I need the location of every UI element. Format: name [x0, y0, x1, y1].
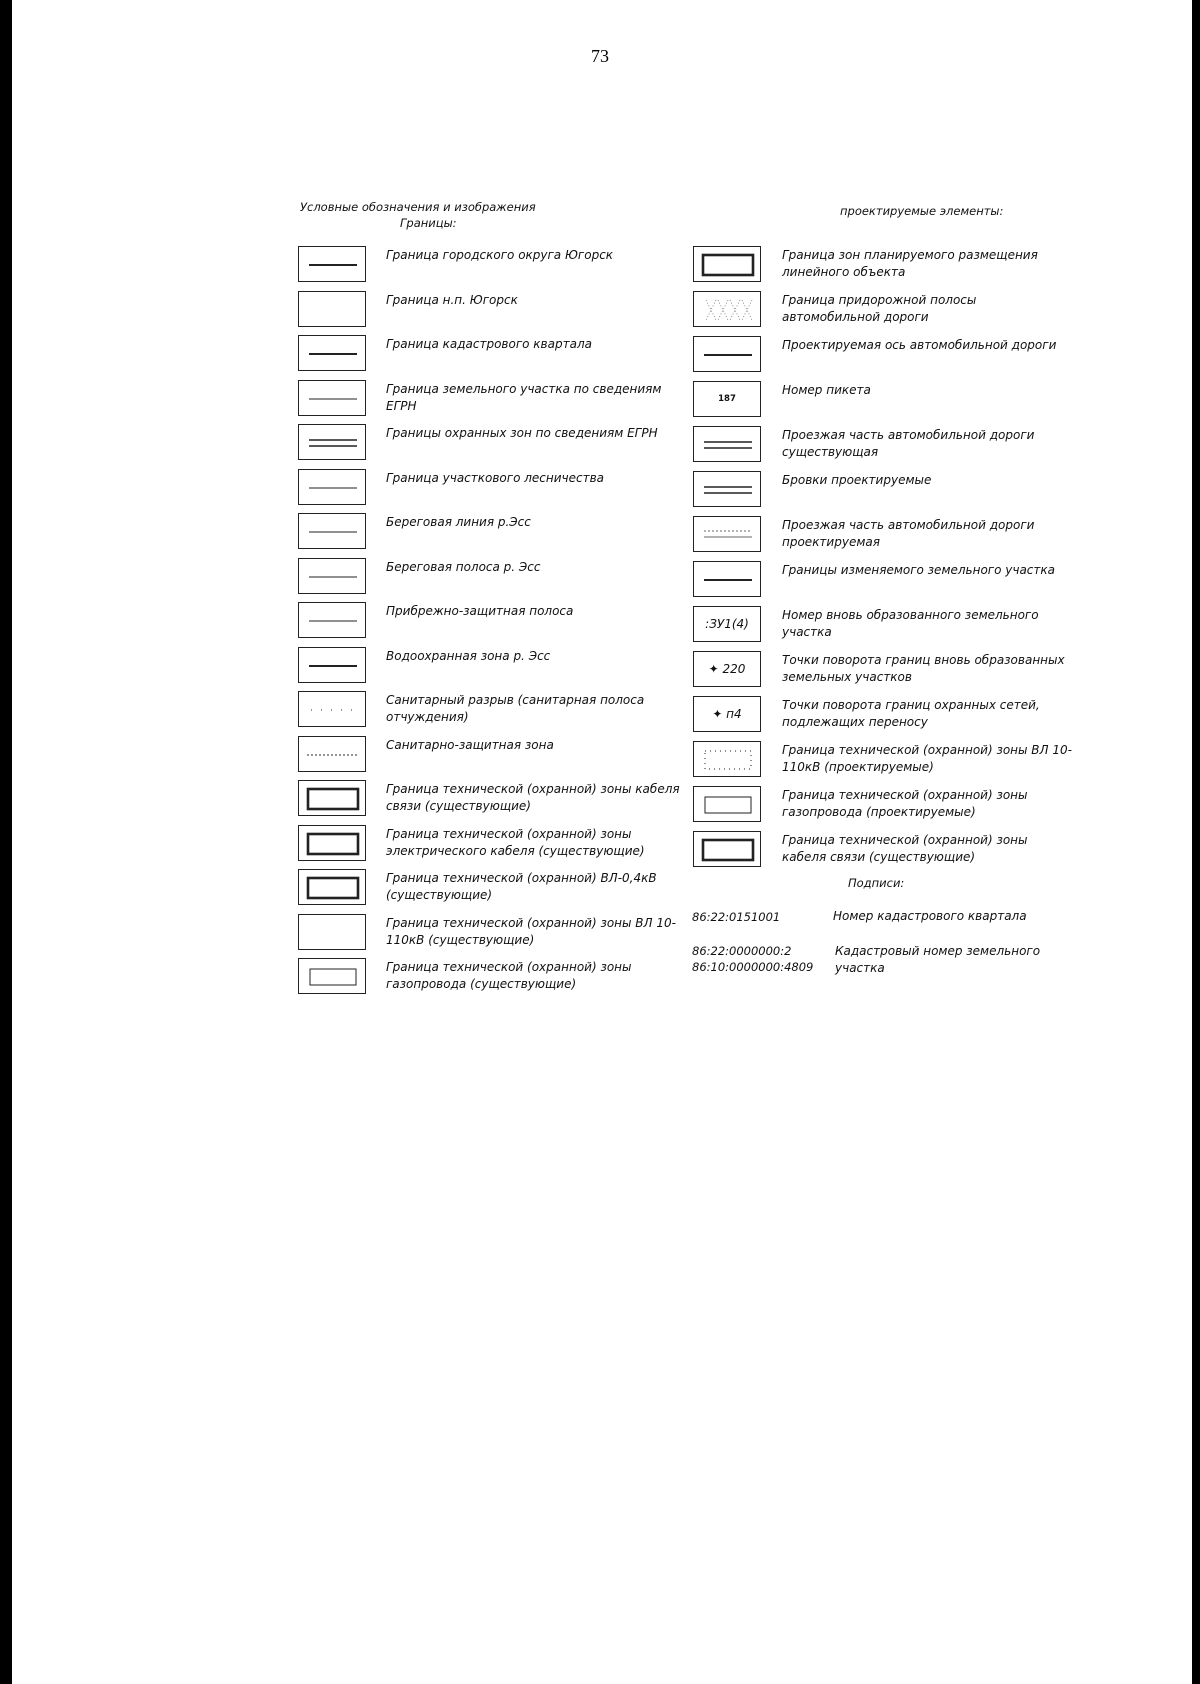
symbol-graphic [694, 517, 762, 553]
designed-elements-title: проектируемые элементы: [840, 204, 1004, 218]
legend-label: Граница зон планируемого размещения линейного объекта [782, 248, 1038, 279]
legend-symbol-solid-line [693, 336, 761, 372]
legend-symbol-solid-line [298, 246, 366, 282]
legend-label: Граница н.п. Югорск [386, 292, 518, 307]
symbol-graphic [299, 781, 367, 817]
legend-symbol-thick-rect [298, 869, 366, 905]
legend-label: Проезжая часть автомобильной дороги существующая [782, 428, 1035, 459]
legend-title: Условные обозначения и изображения [300, 200, 536, 214]
legend-symbol-thin-rect [693, 786, 761, 822]
symbol-graphic [299, 425, 367, 461]
legend-label: Номер пикета [782, 383, 871, 397]
symbol-text: 187 [718, 394, 736, 404]
symbol-graphic [299, 381, 367, 417]
legend-label: Граница технической (охранной) зоны газопровода (существующие) [386, 960, 632, 991]
legend-symbol-text [693, 696, 761, 732]
cadastral-quarter-label: Номер кадастрового квартала [833, 909, 1027, 923]
symbol-graphic [299, 737, 367, 773]
legend-symbol-hatch [693, 291, 761, 327]
symbol-graphic [299, 870, 367, 906]
legend-label: Береговая линия р.Эсс [386, 515, 531, 529]
legend-label: Граница кадастрового квартала [386, 337, 592, 351]
cadastral-quarter-code: 86:22:0151001 [692, 910, 781, 924]
legend-label: Номер вновь образованного земельного участка [782, 608, 1039, 639]
legend-symbol-double-line [693, 471, 761, 507]
legend-symbol-text [693, 606, 761, 642]
symbol-text: ✦ 220 [708, 662, 746, 676]
legend-label: Бровки проектируемые [782, 473, 932, 487]
legend-symbol-thin-line [298, 602, 366, 638]
symbol-graphic [694, 292, 762, 328]
legend-symbol-thin-line [298, 380, 366, 416]
signatures-title: Подписи: [848, 876, 905, 890]
borders-subtitle: Границы: [400, 216, 457, 230]
legend-symbol-text [693, 651, 761, 687]
land-plot-code-1: 86:22:0000000:2 [692, 944, 792, 958]
symbol-graphic [299, 692, 367, 728]
symbol-graphic [694, 562, 762, 598]
symbol-graphic [299, 559, 367, 595]
legend-label: Прибрежно-защитная полоса [386, 604, 574, 618]
legend-label: Граница технической (охранной) зоны электрического кабеля (существующие) [386, 826, 645, 858]
scan-edge-right [1192, 0, 1200, 1684]
legend-symbol-thin-line [298, 469, 366, 505]
legend-symbol-solid-line [298, 335, 366, 371]
symbol-text: ✦ п4 [712, 707, 742, 721]
legend-symbol-empty [298, 291, 366, 327]
legend-label: Точки поворота границ вновь образованных земельных участков [782, 653, 1065, 684]
legend-symbol-thick-rect [298, 780, 366, 816]
legend-symbol-thick-rect [693, 246, 761, 282]
symbol-graphic [694, 742, 762, 778]
legend-label: Граница технической (охранной) зоны газопровода (проектируемые) [782, 788, 1028, 819]
legend-label: Санитарно-защитная зона [386, 737, 554, 752]
legend-symbol-thin-line [298, 513, 366, 549]
legend-label: Граница земельного участка по сведениям ЕГРН [386, 381, 662, 413]
page-number: 73 [591, 46, 609, 66]
legend-symbol-double-line-light [693, 516, 761, 552]
legend-symbol-solid-line [693, 561, 761, 597]
legend-label: Граница технической (охранной) ВЛ-0,4кВ (существующие) [386, 871, 657, 902]
symbol-graphic [694, 832, 762, 868]
legend-label: Граница технической (охранной) зоны ВЛ 10-110кВ (проектируемые) [782, 743, 1072, 774]
legend-symbol-double-line [298, 424, 366, 460]
symbol-graphic [299, 826, 367, 862]
legend-label: Граница технической (охранной) зоны ВЛ 10-110кВ (существующие) [386, 915, 676, 947]
land-plot-label: Кадастровый номер земельного участка [835, 944, 1041, 975]
legend-label: Границы изменяемого земельного участка [782, 563, 1055, 577]
legend-symbol-thin-rect [298, 958, 366, 994]
legend-symbol-dashed-line [298, 736, 366, 772]
symbol-graphic [694, 427, 762, 463]
legend-label: Граница технической (охранной) зоны кабеля связи (существующие) [386, 782, 680, 813]
symbol-graphic [299, 247, 367, 283]
legend-symbol-empty [298, 914, 366, 950]
scan-edge-left [0, 0, 12, 1684]
symbol-graphic [299, 603, 367, 639]
symbol-graphic [694, 337, 762, 373]
legend-label: Граница городского округа Югорск [386, 248, 614, 262]
legend-symbol-text [693, 381, 761, 417]
symbol-graphic [299, 648, 367, 684]
legend-label: Точки поворота границ охранных сетей, подлежащих переносу [782, 698, 1040, 729]
legend-symbol-dotted-line [298, 691, 366, 727]
legend-symbol-thick-rect [693, 831, 761, 867]
land-plot-code-2: 86:10:0000000:4809 [692, 960, 814, 974]
symbol-graphic [694, 472, 762, 508]
legend-label: Проектируемая ось автомобильной дороги [782, 338, 1057, 352]
legend-symbol-dotted-rect [693, 741, 761, 777]
symbol-graphic [694, 247, 762, 283]
symbol-graphic [299, 470, 367, 506]
legend-label: Граница участкового лесничества [386, 470, 605, 485]
legend-symbol-thick-rect [298, 825, 366, 861]
legend-label: Береговая полоса р. Эсс [386, 559, 541, 574]
symbol-graphic [299, 959, 367, 995]
legend-label: Граница придорожной полосы автомобильной дороги [782, 293, 977, 324]
legend-symbol-double-line [693, 426, 761, 462]
legend-symbol-thin-line [298, 558, 366, 594]
symbol-graphic [299, 336, 367, 372]
legend-label: Проезжая часть автомобильной дороги проектируемая [782, 518, 1035, 549]
symbol-text: :ЗУ1(4) [705, 617, 749, 631]
symbol-graphic [299, 514, 367, 550]
symbol-graphic [694, 787, 762, 823]
legend-symbol-solid-line [298, 647, 366, 683]
legend-label: Границы охранных зон по сведениям ЕГРН [386, 426, 658, 440]
legend-label: Граница технической (охранной) зоны кабеля связи (существующие) [782, 833, 1028, 864]
legend-label: Санитарный разрыв (санитарная полоса отчуждения) [386, 693, 645, 724]
legend-label: Водоохранная зона р. Эсс [386, 648, 551, 663]
